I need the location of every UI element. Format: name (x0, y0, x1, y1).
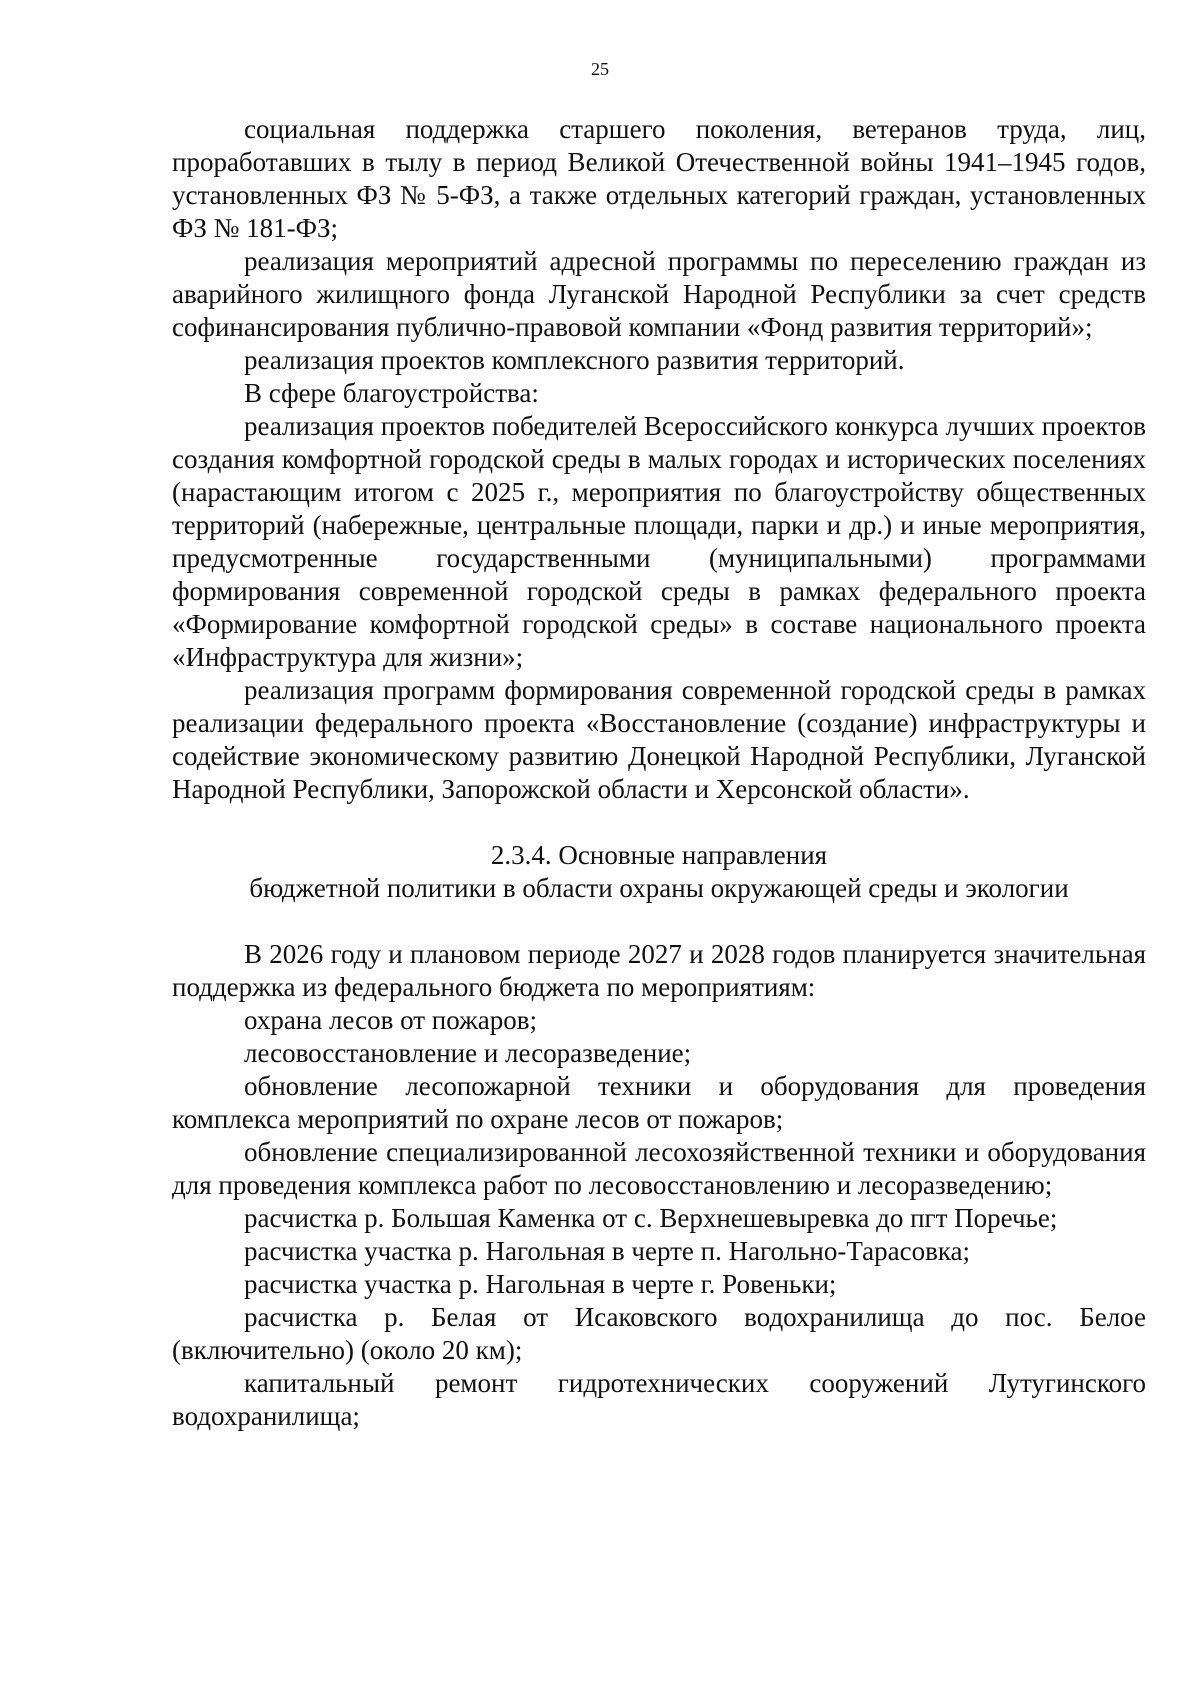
document-body (172, 113, 1146, 1433)
list-item-nagolnaya-rovenki-cleanup: расчистка участка р. Нагольная в черте г. Ровеньки; (244, 1269, 837, 1299)
list-item-lutugino-reservoir-repair: капитальный ремонт гидротехнических сооружений Лутугинского водохранилища; (172, 1368, 1146, 1431)
list-item-bolshaya-kamenka-cleanup: расчистка р. Большая Каменка от с. Верхнешевыревка до пгт Поречье; (244, 1203, 1058, 1233)
list-item-reforestation: лесовосстановление и лесоразведение; (244, 1038, 692, 1068)
spacer (172, 905, 1146, 938)
paragraph-landscaping-intro: В сфере благоустройства: (244, 378, 539, 408)
page-number: 25 (591, 59, 609, 79)
paragraph-social-support: социальная поддержка старшего поколения, ветеранов труда, лиц, проработавших в тылу в период Великой Отечественной войны 1941–1945 годов, установленных ФЗ № 5-ФЗ, а также отдельных категорий граждан, установленных ФЗ № 181-ФЗ; (172, 114, 1146, 243)
paragraph-urban-environment-programs: реализация программ формирования современной городской среды в рамках реализации федерального проекта «Восстановление (создание) инфраструктуры и содействие экономическому развитию Донецкой Народной Республики, Луганской Народной Республики, Запорожской области и Херсонской области». (172, 675, 1146, 804)
list-item-nagolnaya-tarasovka-cleanup: расчистка участка р. Нагольная в черте п. Нагольно-Тарасовка; (244, 1236, 971, 1266)
paragraph-urban-environment-contest: реализация проектов победителей Всероссийского конкурса лучших проектов создания комфортной городской среды в малых городах и исторических поселениях (нарастающим итогом с 2025 г., мероприятия по благоустройству общественных территорий (набережные, центральные площади, парки и др.) и иные мероприятия, предусмотренные государственными (муниципальными) программами формирования современной городской среды в рамках федерального проекта «Формирование комфортной городской среды» в составе национального проекта «Инфраструктура для жизни»; (172, 411, 1146, 672)
section-heading-line-1: 2.3.4. Основные направления (490, 840, 828, 870)
paragraph-federal-support: В 2026 году и плановом периоде 2027 и 2028 годов планируется значительная поддержка из федерального бюджета по мероприятиям: (172, 939, 1146, 1002)
list-item-belaya-river-cleanup: расчистка р. Белая от Исаковского водохранилища до пос. Белое (включительно) (около 20 км); (172, 1302, 1146, 1365)
paragraph-territory-development: реализация проектов комплексного развития территорий. (244, 345, 905, 375)
section-heading-line-2: бюджетной политики в области охраны окружающей среды и экологии (249, 873, 1069, 903)
paragraph-resettlement-program: реализация мероприятий адресной программы по переселению граждан из аварийного жилищного фонда Луганской Народной Республики за счет средств софинансирования публично-правовой компании «Фонд развития территорий»; (172, 246, 1146, 342)
list-item-forestry-equipment-renewal: обновление специализированной лесохозяйственной техники и оборудования для проведения комплекса работ по лесовосстановлению и лесоразведению; (172, 1137, 1146, 1200)
list-item-forest-fire-protection: охрана лесов от пожаров; (244, 1005, 537, 1035)
list-item-fire-equipment-renewal: обновление лесопожарной техники и оборудования для проведения комплекса мероприятий по охране лесов от пожаров; (172, 1071, 1146, 1134)
